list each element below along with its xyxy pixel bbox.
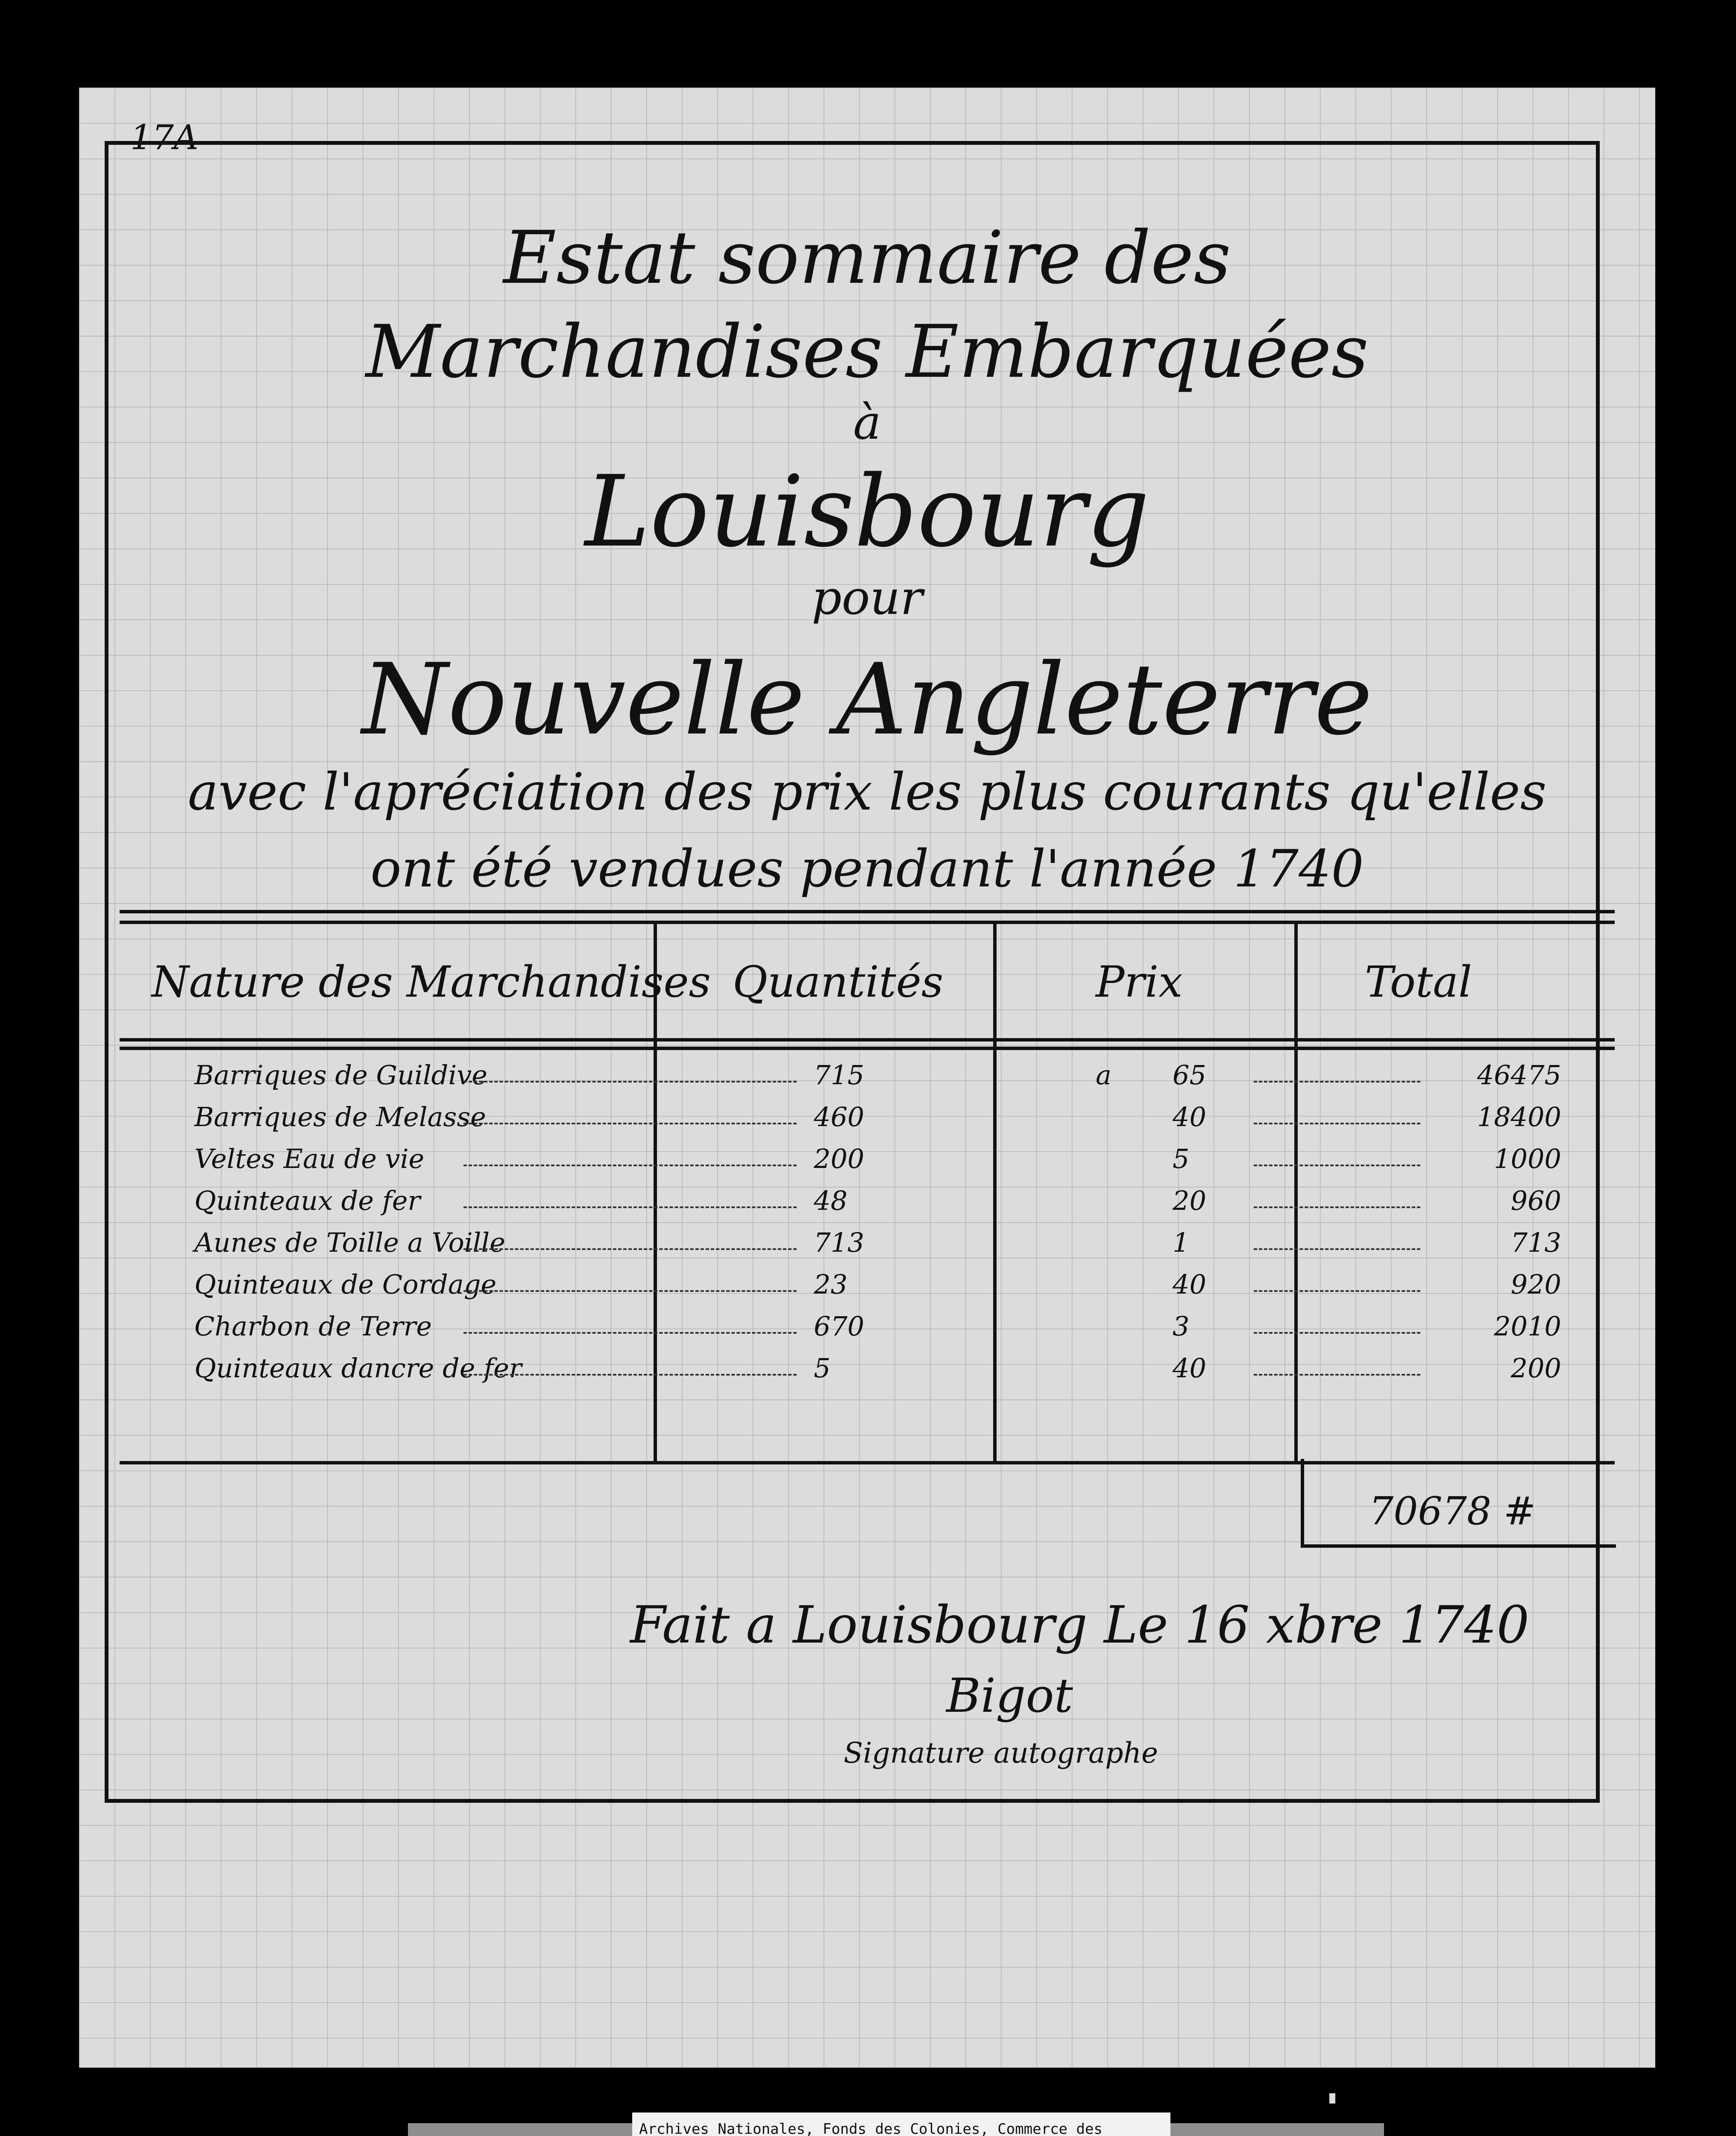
item-price: 65 [1173,1059,1206,1091]
leader-dots [1254,1081,1420,1083]
item-name: Quinteaux dancre de fer [194,1353,522,1384]
table-row [79,1143,1655,1186]
table-top-rule-2 [120,921,1615,924]
item-quantity: 5 [814,1353,831,1384]
item-total: 960 [1510,1185,1561,1216]
leader-dots [1254,1123,1420,1124]
item-quantity: 200 [814,1143,865,1174]
leader-dots [463,1290,797,1292]
header-quantites: Quantités [733,957,944,1007]
item-name: Barriques de Guildive [194,1059,487,1091]
table-row [79,1353,1655,1395]
folio-number: 17A [130,117,199,157]
table-row [79,1185,1655,1228]
header-prix: Prix [1096,957,1183,1007]
signature-caption: Signature autographe [844,1737,1158,1769]
item-total: 713 [1510,1227,1561,1258]
speck [1329,2093,1335,2104]
title-line-2: Marchandises Embarquées [365,310,1369,394]
leader-dots [463,1123,797,1124]
leader-dots [1254,1165,1420,1166]
item-name: Veltes Eau de vie [194,1143,425,1174]
table-row [79,1059,1655,1102]
header-nature: Nature des Marchandises [152,957,711,1007]
table-row [79,1311,1655,1353]
header-total: Total [1365,957,1472,1007]
header-bottom-rule-2 [120,1047,1615,1050]
header-bottom-rule [120,1038,1615,1042]
item-price: 5 [1173,1143,1190,1174]
leader-dots [1254,1374,1420,1376]
item-quantity: 715 [814,1059,865,1091]
item-quantity: 23 [814,1269,847,1300]
item-rate-marker: a [1096,1059,1111,1091]
signature: Bigot [946,1668,1073,1723]
grand-total: 70678 # [1369,1489,1536,1534]
subtitle-line-2: ont été vendues pendant l'année 1740 [370,839,1364,899]
leader-dots [463,1206,797,1208]
table-top-rule [120,910,1615,913]
document-sheet [79,88,1655,2068]
leader-dots [463,1165,797,1166]
item-price: 40 [1173,1101,1206,1133]
place-date: Fait a Louisbourg Le 16 xbre 1740 [630,1596,1530,1655]
item-name: Barriques de Melasse [194,1101,486,1133]
item-name: Quinteaux de Cordage [194,1269,497,1300]
leader-dots [1254,1206,1420,1208]
archive-label-line-1: Archives Nationales, Fonds des Colonies, Commerce des [639,2121,1103,2136]
item-quantity: 670 [814,1311,865,1342]
item-price: 1 [1173,1227,1190,1258]
title-line-5: pour [811,570,923,625]
item-total: 200 [1510,1353,1561,1384]
leader-dots [1254,1248,1420,1250]
leader-dots [463,1248,797,1250]
subtitle-line-1: avec l'apréciation des prix les plus courants qu'elles [188,763,1547,822]
item-price: 3 [1173,1311,1190,1342]
leader-dots [1254,1332,1420,1334]
item-name: Charbon de Terre [194,1311,432,1342]
item-total: 920 [1510,1269,1561,1300]
item-total: 46475 [1477,1059,1561,1091]
item-total: 2010 [1494,1311,1561,1342]
item-total: 18400 [1477,1101,1561,1133]
item-quantity: 48 [814,1185,847,1216]
item-name: Aunes de Toille a Voille [194,1227,505,1258]
table-row [79,1101,1655,1144]
item-price: 40 [1173,1353,1206,1384]
item-quantity: 713 [814,1227,865,1258]
title-line-3: à [853,395,881,450]
table-row [79,1269,1655,1312]
title-line-4: Louisbourg [585,455,1150,569]
leader-dots [463,1374,797,1376]
item-price: 20 [1173,1185,1206,1216]
item-name: Quinteaux de fer [194,1185,421,1216]
item-price: 40 [1173,1269,1206,1300]
leader-dots [463,1332,797,1334]
item-total: 1000 [1494,1143,1561,1174]
item-quantity: 460 [814,1101,865,1133]
leader-dots [1254,1290,1420,1292]
title-line-1: Estat sommaire des [503,216,1231,300]
table-row [79,1227,1655,1270]
title-line-6: Nouvelle Angleterre [362,643,1372,757]
leader-dots [463,1081,797,1083]
archive-reference-label [632,2113,1170,2136]
